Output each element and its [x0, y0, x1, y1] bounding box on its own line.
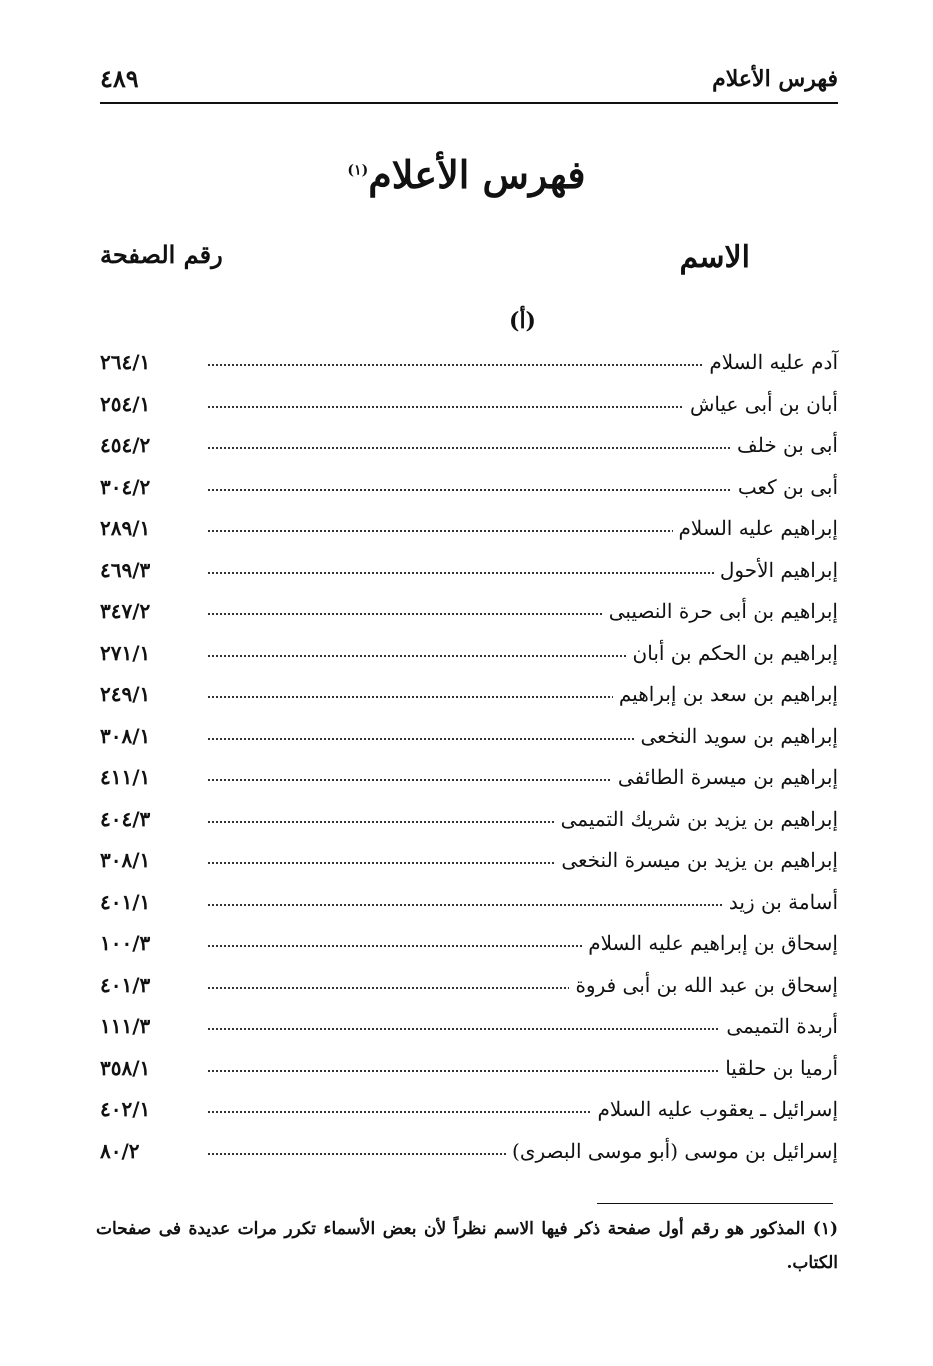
index-entry	[100, 1131, 838, 1173]
index-entry	[100, 384, 838, 426]
entry-page: ٢٤٩/١	[100, 682, 151, 706]
page-title-text: فهرس الأعلام	[368, 152, 586, 197]
footnote: (١) المذكور هو رقم أول صفحة ذكر فيها الاسم نظراً لأن بعض الأسماء تكرر مرات عديدة فى صفحات الكتاب.	[96, 1219, 838, 1273]
index-entry	[100, 1006, 838, 1048]
entry-page: ٤٠١/٣	[100, 972, 151, 997]
entry-page: ٣٠٨/١	[100, 723, 151, 748]
page-number: ٤٨٩	[100, 64, 139, 93]
entry-page: ١١١/٣	[100, 1014, 151, 1038]
entry-page: ٢٥٤/١	[100, 391, 151, 416]
entry-page: ٤١١/١	[100, 765, 151, 789]
entry-page: ١٠٠/٣	[100, 931, 151, 955]
entry-name: أرميا بن حلقيا	[719, 1056, 838, 1080]
index-entry	[100, 965, 838, 1007]
entry-page: ٣٠٤/٢	[100, 474, 151, 499]
entry-name: أبى بن خلف	[731, 433, 838, 457]
footnote-rule	[597, 1203, 833, 1204]
entry-name: إسرائيل بن موسى (أبو موسى البصرى)	[506, 1139, 838, 1163]
index-entry	[100, 1089, 838, 1131]
entry-page: ٤٠١/١	[100, 889, 151, 914]
entry-name: إبراهيم عليه السلام	[673, 516, 838, 540]
column-header-page: رقم الصفحة	[100, 240, 223, 269]
index-entry	[100, 882, 838, 924]
entry-page: ٢٧١/١	[100, 640, 151, 665]
entry-page: ٤٠٤/٣	[100, 806, 151, 831]
column-header-name: الاسم	[679, 240, 750, 275]
entry-name: أبى بن كعب	[732, 475, 838, 499]
title-footnote-marker: (١)	[347, 162, 369, 179]
entry-page: ٤٦٩/٣	[100, 557, 151, 582]
entry-name: آدم عليه السلام	[703, 350, 838, 374]
entry-name: إبراهيم بن يزيد بن ميسرة النخعى	[555, 848, 838, 872]
entry-name: إسحاق بن إبراهيم عليه السلام	[582, 931, 838, 955]
entry-name: إبراهيم بن يزيد بن شريك التميمى	[555, 807, 838, 831]
entry-page: ٣٤٧/٢	[100, 599, 151, 623]
entry-page: ٢٨٩/١	[100, 516, 151, 540]
index-entry	[100, 508, 838, 550]
entry-name: إبراهيم بن أبى حرة النصيبى	[603, 599, 838, 623]
entry-page: ٨٠/٢	[100, 1138, 140, 1163]
index-entry	[100, 550, 838, 592]
entry-name: إسحاق بن عبد الله بن أبى فروة	[569, 973, 838, 997]
header-rule	[100, 102, 838, 104]
index-entry	[100, 716, 838, 758]
entry-page: ٢٦٤/١	[100, 350, 151, 374]
section-letter: (أ)	[509, 308, 536, 334]
entry-name: إبراهيم بن ميسرة الطائفى	[612, 765, 838, 789]
index-entry	[100, 591, 838, 633]
index-entry	[100, 467, 838, 509]
entry-page: ٤٠٢/١	[100, 1097, 151, 1121]
index-entry	[100, 1048, 838, 1090]
index-entry	[100, 757, 838, 799]
entry-name: إبراهيم بن سويد النخعى	[634, 724, 838, 748]
entry-name: أربدة التميمى	[720, 1014, 838, 1038]
entry-name: إبراهيم بن سعد بن إبراهيم	[613, 682, 838, 706]
index-entries	[100, 342, 838, 1172]
page-title	[0, 152, 933, 197]
index-entry	[100, 923, 838, 965]
entry-page: ٣٥٨/١	[100, 1055, 151, 1080]
entry-name: إسرائيل ـ يعقوب عليه السلام	[591, 1097, 838, 1121]
index-entry	[100, 425, 838, 467]
index-entry	[100, 840, 838, 882]
entry-page: ٣٠٨/١	[100, 848, 151, 872]
running-title: فهرس الأعلام	[712, 66, 838, 92]
entry-page: ٤٥٤/٢	[100, 433, 151, 457]
index-entry	[100, 674, 838, 716]
entry-name: أسامة بن زيد	[723, 890, 838, 914]
index-entry	[100, 342, 838, 384]
index-entry	[100, 633, 838, 675]
running-header	[100, 64, 838, 100]
entry-name: إبراهيم الأحول	[714, 558, 838, 582]
entry-name: إبراهيم بن الحكم بن أبان	[627, 641, 838, 665]
index-entry	[100, 799, 838, 841]
entry-name: أبان بن أبى عياش	[684, 392, 838, 416]
